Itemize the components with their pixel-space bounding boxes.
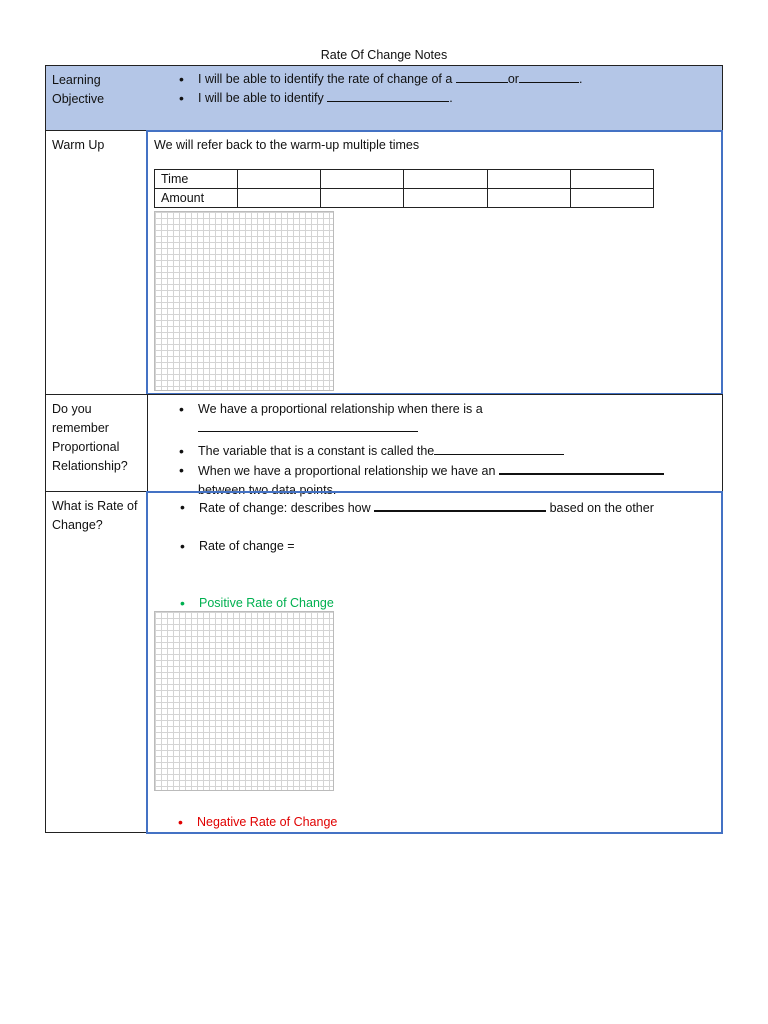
proportional-bullet-3-text: When we have a proportional relationship we have an [198, 464, 496, 478]
proportional-content [147, 394, 723, 497]
table-cell[interactable] [404, 170, 487, 189]
table-cell[interactable] [487, 170, 570, 189]
objective-2-text: I will be able to identify [198, 91, 324, 105]
warm-up-table [154, 169, 654, 208]
rate-bullet-2-text: Rate of change = [199, 539, 295, 553]
table-cell[interactable] [238, 170, 321, 189]
objective-2-period: . [449, 91, 453, 105]
rate-of-change-label [45, 491, 148, 833]
learning-objective-text: Learning Objective [52, 73, 105, 106]
warm-up-intro: We will refer back to the warm-up multiple times [154, 138, 420, 152]
blank-line [198, 419, 418, 432]
proportional-label [45, 394, 148, 492]
table-cell[interactable] [321, 170, 404, 189]
proportional-bullet-1 [179, 400, 716, 438]
page-title: Rate Of Change Notes [320, 48, 448, 62]
objective-1-text: I will be able to identify the rate of change of a [198, 72, 453, 86]
warm-up-graph-grid [154, 211, 334, 391]
proportional-bullet-1-text: We have a proportional relationship when there is a [198, 402, 483, 416]
objective-2 [179, 89, 716, 108]
table-cell-time: Time [155, 170, 238, 189]
rate-bullet-1-tail: based on the other [549, 501, 654, 515]
table-cell[interactable] [321, 189, 404, 208]
learning-objective-content [147, 65, 723, 131]
learning-objective-label [45, 65, 148, 131]
proportional-label-text: Do you remember Proportional Relationship? [52, 402, 128, 473]
proportional-bullet-3-tail: between two data points. [198, 483, 337, 497]
negative-rate-heading [178, 813, 712, 832]
rate-bullet-1 [180, 498, 715, 518]
table-cell[interactable] [404, 189, 487, 208]
negative-rate-text: Negative Rate of Change [197, 815, 338, 829]
table-row [155, 170, 654, 189]
objective-1-or: or [507, 72, 519, 86]
proportional-bullet-2 [179, 442, 716, 461]
rate-bullet-1-text: Rate of change: describes how [199, 501, 371, 515]
table-row [155, 189, 654, 208]
objective-1 [179, 70, 716, 89]
blank-line [499, 461, 664, 475]
rate-bullet-2 [180, 537, 715, 556]
table-cell[interactable] [570, 170, 653, 189]
table-cell-amount: Amount [155, 189, 238, 208]
blank-line [374, 498, 546, 512]
blank-line [456, 70, 508, 83]
blank-line [327, 89, 449, 102]
negative-rate-block [152, 813, 712, 832]
table-cell[interactable] [238, 189, 321, 208]
objective-1-period: . [578, 72, 583, 86]
warm-up-label [45, 130, 148, 395]
positive-rate-text: Positive Rate of Change [199, 596, 334, 610]
blank-line [434, 442, 564, 455]
positive-rate-graph-grid [154, 611, 334, 791]
proportional-bullet-2-text: The variable that is a constant is called the [198, 444, 435, 458]
blank-line [519, 70, 579, 83]
table-cell[interactable] [570, 189, 653, 208]
table-cell[interactable] [487, 189, 570, 208]
warm-up-label-text: Warm Up [52, 138, 105, 152]
rate-of-change-label-text: What is Rate of Change? [52, 499, 138, 532]
